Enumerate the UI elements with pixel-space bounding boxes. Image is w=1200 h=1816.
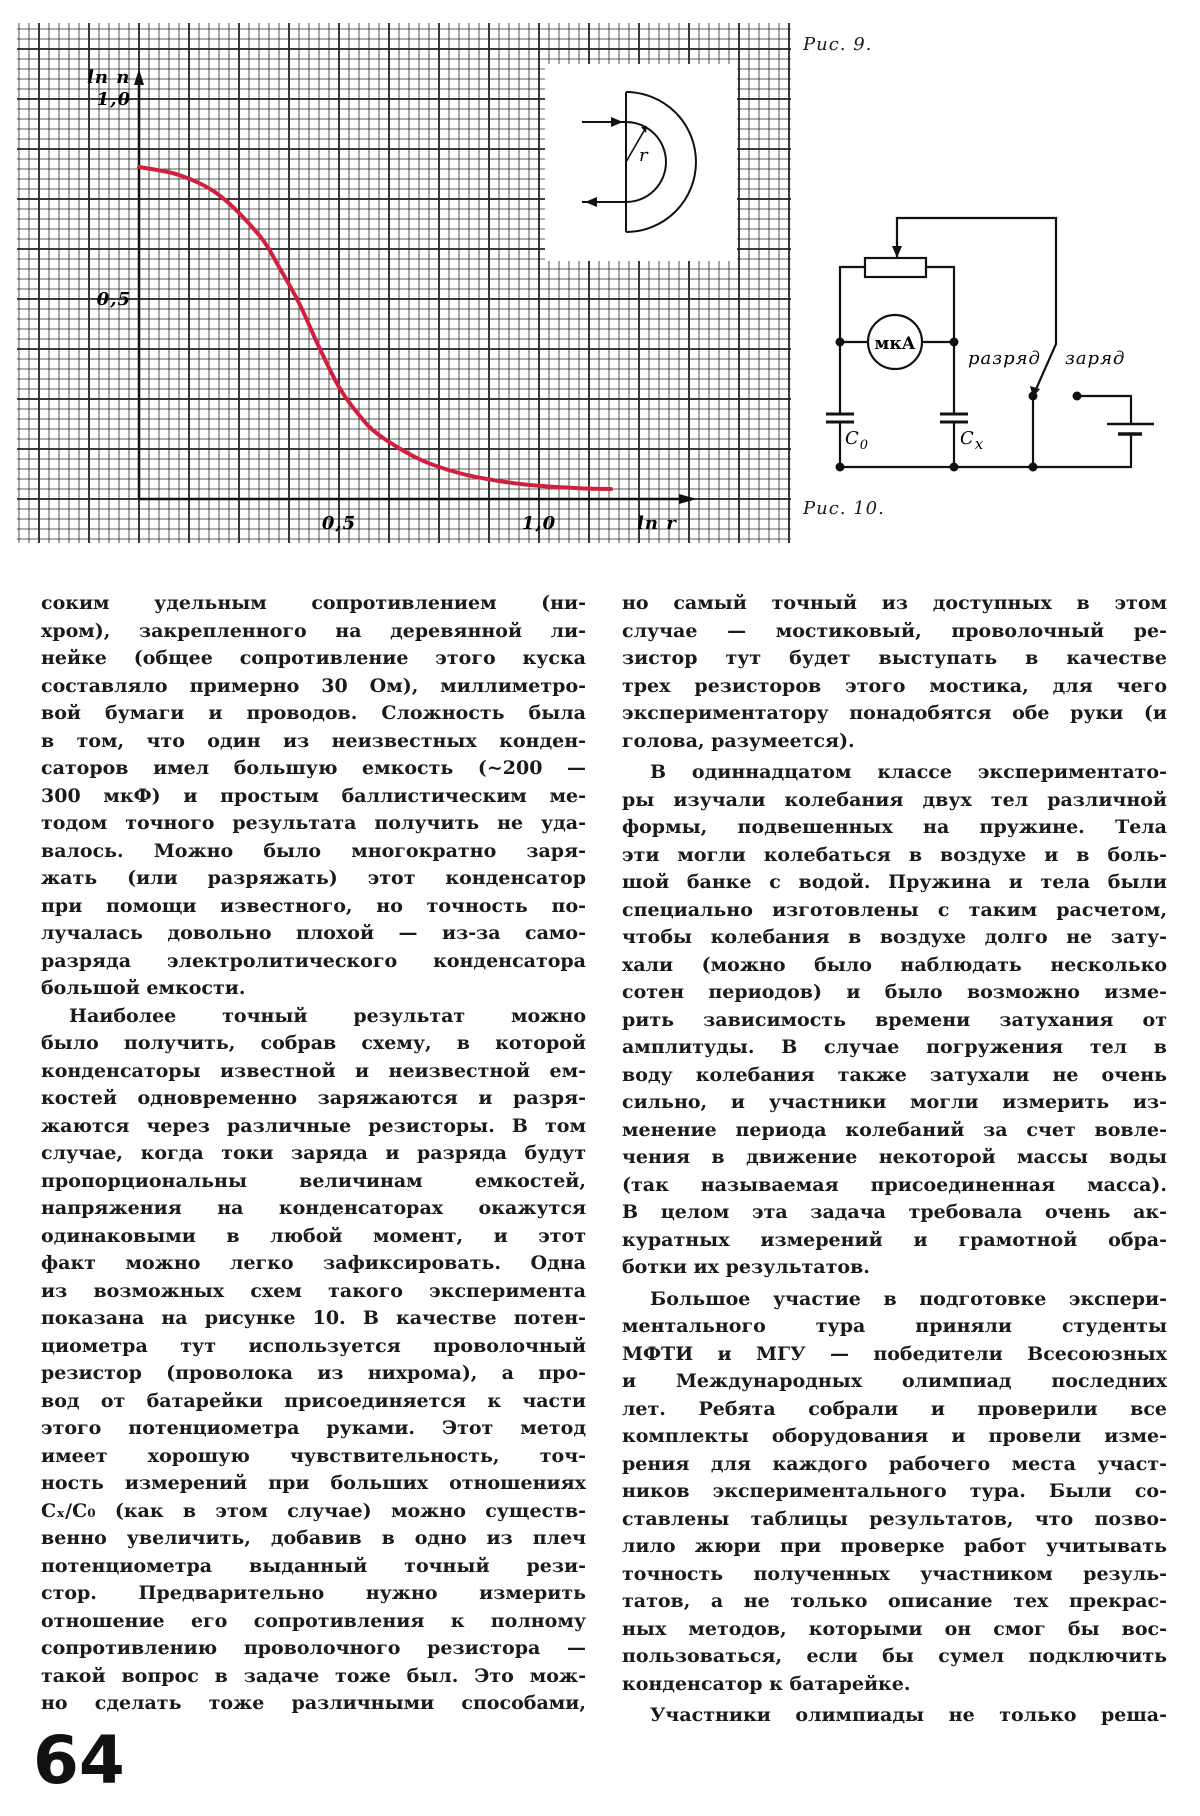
text-line: но самый точный из доступных в этом xyxy=(622,592,1167,614)
text-column-left xyxy=(41,590,586,1718)
bottom-wire xyxy=(840,422,1131,467)
text-line: формы, подвешенных на пружине. Тела xyxy=(622,816,1167,838)
text-line: ных методов, которыми он смог бы вос- xyxy=(622,1617,1167,1640)
paragraph xyxy=(41,1003,586,1718)
text-line: зистор тут будет выступать в качестве xyxy=(622,647,1167,669)
text-line: циометра тут используется проволочный xyxy=(41,1334,586,1357)
text-line: специально изготовлены с таким расчетом, xyxy=(622,898,1167,921)
data-point xyxy=(318,346,321,349)
text-line: потенциометра выданный точный рези- xyxy=(41,1554,586,1577)
slider-arrow-icon xyxy=(892,246,902,258)
text-line: чения в движение некоторой массы воды xyxy=(622,1146,1167,1168)
potentiometer xyxy=(865,258,926,277)
text-line: валось. Можно было многократно заря- xyxy=(41,839,586,862)
data-point xyxy=(258,234,261,237)
text-line: лило жюри при проверке работ учитывать xyxy=(622,1535,1167,1557)
discharge-label: разряд xyxy=(968,348,1041,369)
data-point xyxy=(578,487,581,490)
text-line: составляло примерно 30 Ом), миллиметро- xyxy=(41,674,586,697)
text-line: Наиболее точный результат можно xyxy=(69,1004,586,1027)
text-line: шой банке с водой. Пружина и тела были xyxy=(622,871,1167,893)
ammeter-label: мкА xyxy=(874,334,916,354)
text-line: имеет хорошую чувствительность, точ- xyxy=(41,1444,586,1467)
c0-label: $C_0$ xyxy=(845,428,870,453)
text-line: факт можно легко зафиксировать. Одна xyxy=(41,1252,586,1274)
text-line: жаются через различные резисторы. В том xyxy=(41,1114,586,1137)
data-point xyxy=(378,434,381,437)
data-point xyxy=(278,266,281,269)
y-axis-label: ln n xyxy=(87,67,131,88)
text-line: стор. Предварительно нужно измерить xyxy=(41,1582,586,1604)
text-line: Cₓ/C₀ (как в этом случае) можно существ- xyxy=(41,1499,586,1522)
text-line: В одиннадцатом классе экспериментато- xyxy=(650,761,1167,783)
text-line: хром), закрепленного на деревянной ли- xyxy=(41,619,586,642)
text-line: куратных измерений и грамотной обра- xyxy=(622,1228,1167,1251)
x-tick-label: 0,5 xyxy=(321,513,357,534)
text-line: костей одновременно заряжаются и разря- xyxy=(41,1087,586,1109)
figure-9-caption: Рис. 9. xyxy=(803,34,873,55)
data-point xyxy=(358,414,361,417)
text-line: но сделать тоже различными способами, xyxy=(41,1692,586,1714)
data-point xyxy=(298,302,301,305)
paragraph xyxy=(622,1286,1167,1699)
cx-label: $C_x$ xyxy=(960,428,985,453)
y-tick-label: 1,0 xyxy=(96,89,131,110)
text-line: пропорциональны величинам емкостей, xyxy=(41,1169,586,1192)
text-line: показана на рисунке 10. В качестве потен- xyxy=(41,1307,586,1329)
text-line: было получить, собрав схему, в которой xyxy=(41,1032,586,1054)
text-line: конденсатор к батарейке. xyxy=(622,1672,911,1695)
text-line: голова, разумеется). xyxy=(622,729,855,752)
y-tick-label: 0,5 xyxy=(96,289,131,310)
data-point xyxy=(418,458,421,461)
text-line: хали (можно было наблюдать несколько xyxy=(622,953,1167,976)
text-line: резистор (проволока из нихрома), а про- xyxy=(41,1362,586,1384)
text-line: большой емкости. xyxy=(41,977,246,999)
text-line: и Международных олимпиад последних xyxy=(622,1370,1167,1392)
text-line: менение периода колебаний за счет вовле- xyxy=(622,1118,1167,1141)
text-line: вод от батарейки присоединяется к части xyxy=(41,1389,586,1412)
text-line: 300 мкФ) и простым баллистическим ме- xyxy=(41,784,586,807)
text-line: одинаковыми в любой момент, и этот xyxy=(41,1224,586,1247)
slider-wire xyxy=(897,218,1056,396)
text-line: такой вопрос в задаче тоже был. Это мож- xyxy=(41,1664,586,1687)
battery-wire xyxy=(1077,396,1131,424)
x-axis-label: ln r xyxy=(637,513,677,534)
figure-10-circuit xyxy=(780,0,1200,560)
paragraph xyxy=(41,590,586,1003)
text-line: ставлены таблицы результатов, что позво- xyxy=(622,1507,1167,1530)
text-line: сопротивлению проволочного резистора — xyxy=(41,1637,586,1659)
text-line: рения для каждого рабочего места участ- xyxy=(622,1452,1167,1475)
text-line: конденсаторы известной и неизвестной ем- xyxy=(41,1059,586,1082)
text-line: экспериментатору понадобятся обе руки (и xyxy=(622,702,1167,724)
text-line: случае — мостиковый, проволочный ре- xyxy=(622,619,1167,642)
text-line: при помощи известного, но точность по- xyxy=(41,894,586,917)
text-line: сотен периодов) и было возможно изме- xyxy=(622,981,1167,1003)
text-line: разряда электролитического конденсатора xyxy=(41,949,586,972)
charge-label: заряд xyxy=(1065,348,1126,369)
data-point xyxy=(538,484,541,487)
text-line: воду колебания также затухали не очень xyxy=(622,1063,1167,1086)
text-line: рить зависимость времени затухания от xyxy=(622,1008,1167,1031)
inset-figure xyxy=(545,64,737,261)
text-line: соким удельным сопротивлением (ни- xyxy=(41,592,586,614)
figure-10-caption: Рис. 10. xyxy=(803,498,885,519)
text-line: ность измерений при больших отношениях xyxy=(41,1472,586,1494)
text-line: случае, когда токи заряда и разряда будут xyxy=(41,1142,586,1164)
text-line: ры изучали колебания двух тел различной xyxy=(622,788,1167,811)
text-line: в том, что один из неизвестных конден- xyxy=(41,729,586,752)
text-line: вой бумаги и проводов. Сложность была xyxy=(41,702,586,724)
text-line: лет. Ребята собрали и проверили все xyxy=(622,1397,1167,1420)
text-line: МФТИ и МГУ — победители Всесоюзных xyxy=(622,1342,1167,1365)
text-line: сильно, и участники могли измерить из- xyxy=(622,1091,1167,1113)
radius-label: r xyxy=(639,145,649,166)
text-line: напряжения на конденсаторах окажутся xyxy=(41,1197,586,1219)
data-point xyxy=(178,174,181,177)
data-point xyxy=(458,472,461,475)
text-line: отношение его сопротивления к полному xyxy=(41,1609,586,1632)
text-line: нейке (общее сопротивление этого куска xyxy=(41,647,586,669)
page-number: 64 xyxy=(33,1722,125,1799)
text-line: эти могли колебаться в воздухе и в боль- xyxy=(622,843,1167,866)
text-line: из возможных схем такого эксперимента xyxy=(41,1279,586,1302)
text-line: (так называемая присоединенная масса). xyxy=(622,1173,1167,1196)
text-line: ментального тура приняли студенты xyxy=(622,1315,1167,1337)
data-point xyxy=(498,480,501,483)
text-line: ботки их результатов. xyxy=(622,1256,870,1278)
data-point xyxy=(218,194,221,197)
figure-9-chart xyxy=(17,23,791,543)
paragraph xyxy=(622,759,1167,1282)
x-tick-label: 1,0 xyxy=(521,513,557,534)
text-line: ников экспериментального тура. Были со- xyxy=(622,1480,1167,1502)
data-point xyxy=(338,386,341,389)
text-line: венно увеличить, добавив в одно из плеч xyxy=(41,1527,586,1549)
paragraph xyxy=(622,590,1167,755)
text-line: амплитуды. В случае погружения тел в xyxy=(622,1036,1167,1058)
text-line: трех резисторов этого мостика, для чего xyxy=(622,674,1167,697)
paragraph xyxy=(622,1702,1167,1730)
text-line: тодом точного результата получить не уда- xyxy=(41,812,586,834)
text-line: точность полученных участником резуль- xyxy=(622,1562,1167,1585)
text-line: В целом эта задача требовала очень ак- xyxy=(622,1201,1167,1223)
text-column-right xyxy=(622,590,1167,1734)
data-point xyxy=(610,488,613,491)
data-point xyxy=(138,166,141,169)
text-line: чтобы колебания в воздухе долго не зату- xyxy=(622,926,1167,948)
text-line: Участники олимпиады не только реша- xyxy=(650,1704,1167,1726)
text-line: саторов имел большую емкость (~200 — xyxy=(41,757,586,779)
text-line: пользоваться, если бы сумел подключить xyxy=(622,1645,1167,1667)
text-line: комплекты оборудования и провели изме- xyxy=(622,1425,1167,1447)
text-line: жать (или разряжать) этот конденсатор xyxy=(41,867,586,889)
text-line: этого потенциометра руками. Этот метод xyxy=(41,1417,586,1439)
text-line: татов, а не только описание тех прекрас- xyxy=(622,1590,1167,1612)
text-line: лучалась довольно плохой — из-за само- xyxy=(41,922,586,944)
text-line: Большое участие в подготовке экспери- xyxy=(650,1287,1167,1310)
